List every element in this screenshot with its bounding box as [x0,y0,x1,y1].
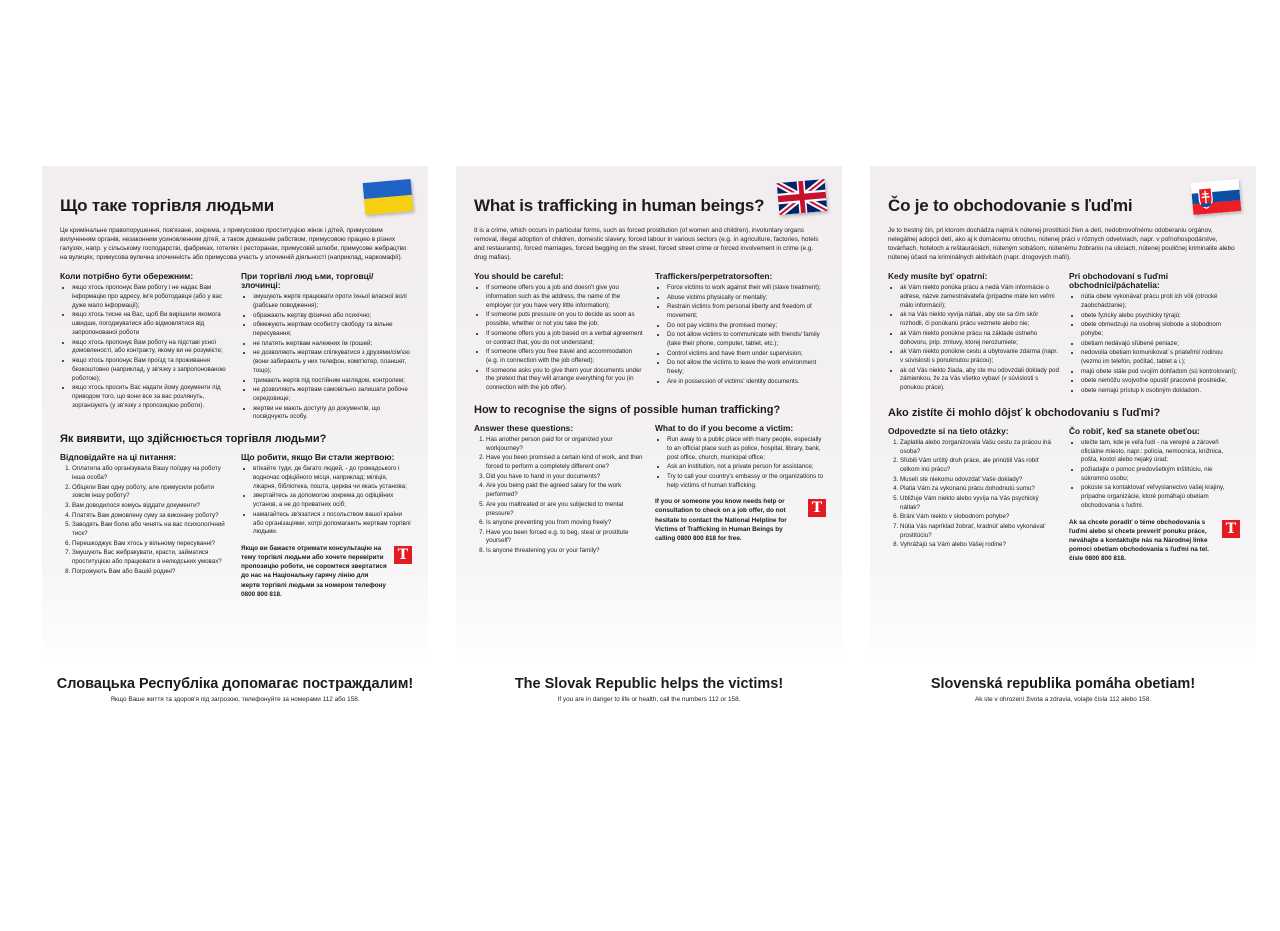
list-item: • Run away to a public place with many people, especially to an official place such as police, hospital, library, bank, post office, church, municipal office; [667,436,826,462]
uk-flag-icon [777,179,828,215]
list-item: 5. Ubližuje Vám niekto alebo vyvíja na Vás psychický nátlak? [900,495,1059,513]
footer-emergency-note: Ak ste v ohrození života a zdravia, volajte čísla 112 alebo 158. [974,696,1152,703]
list-item: 8. Vyhrážajú sa Vám alebo Vašej rodine? [900,541,1059,550]
list-item: • змушують жертв працювати проти їхньої власної волі (рабське поводження); [253,293,412,311]
signs-heading: Як виявити, що здійснюється торгівля людьми? [60,432,327,445]
list-item: • If someone asks you to give them your documents under the pretext that they will arrange everything for you (in connection with the job offer). [486,367,645,393]
list-item: • obete nemajú prístup k osobným dokladom. [1081,387,1240,396]
leaflet-panel-english [456,166,842,666]
list-item: • якщо хтось пропонує Вам проїзд та проживання безкоштовно (наприклад, у зв'язку з запропонованою роботою); [72,357,231,383]
list-item: • ak na Vás niekto vyvíja nátlak, aby ste sa čím skôr rozhodli, či ponúkanú prácu vezmete alebo nie; [900,311,1059,329]
list-item: • якщо хтось пропонує Вам роботу на підставі усної домовленості, або контракту, якому ви не розумієте; [72,339,231,357]
list-item: • ak od Vás niekto žiada, aby ste mu odovzdali doklady pod zámienkou, že za Vás všetko vybaví (v súvislosti s ponukou práce). [900,367,1059,393]
panel-intro: Це кримінальне правопорушення, пов'язане, зокрема, з примусовою проституцією жінок і дітей, примусовим вилученням органів, незаконним усиновленням дітей, а також домашнім рабством, примусовою працею в різних галузях, напр. у сільському господарстві, фабриках, готелях і ресторанах, примусовій шлюби, примусове жебрацтво на вулицях, примусова вулична злочинність або примусова участь у злочинній діяльності (наприклад, наркомафії). [60,226,407,261]
list-item: 1. Has another person paid for or organized your workjourney? [486,436,645,454]
questions-heading: Answer these questions: [474,422,574,433]
panel-intro: Je to trestný čin, pri ktorom dochádza najmä k nútenej prostitúcii žien a detí, nedobrovoľnému odoberaniu orgánov, nelegálnej adopcii detí, ako aj k domácemu otroctvu, nútenej práci v rôznych odvetviach, napr. v poľnohospodárstve, továrňach, hoteloch a reštauráciách, núteným sobášom, nútenému žobraniu na uliciach, nútenej pouličnej kriminalite alebo nútenej účasti na kriminálnych aktivitách (napr. drogových mafií). [888,226,1235,261]
list-item: • ak Vám niekto ponúkne cestu a ubytovanie zdarma (napr. v súvislosti s ponuknutou prácou); [900,348,1059,366]
list-item: • If someone offers you a job based on a verbal agreement or contract that, you do not understand; [486,330,645,348]
panel-title: Čo je to obchodovanie s ľuďmi [888,196,1133,215]
victim-heading: What to do if you become a victim: [655,422,794,433]
list-item: 3. Вам доводилося комусь віддати документи? [72,502,231,511]
list-item: • намагайтесь зв'язатися з посольством вашої країни або організаціями, котрі допомагають жертвам торгівлі людьми. [253,511,412,537]
list-item: • ak Vám niekto ponúkne prácu na základe ústneho dohovoru, prip. zmluvy, ktorej nerozumiete; [900,330,1059,348]
list-item: • Abuse victims physically or mentally; [667,294,826,303]
careful-column [888,272,1059,397]
footer-english [456,676,842,703]
list-item: • ak Vám niekto ponúka prácu a nedá Vám informácie o adrese, názve zamestnávateľa (prípadne máte len veľmi málo informácií); [900,284,1059,310]
list-item: • не платять жертвам належних їм грошей; [253,340,412,349]
list-item: • ображають жертву фізично або психічно; [253,312,412,321]
careful-heading: Коли потрібно бути обережним: [60,270,194,281]
list-item: • жертви не мають доступу до документів, що посвідчують особу. [253,405,412,423]
list-item: • Do not pay victims the promised money; [667,322,826,331]
leaflet-panel-slovak [870,166,1256,666]
footer-emergency-note: Якщо Ваше життя та здоров'я під загрозою, телефонуйте за номерами 112 або 158. [110,696,360,703]
victim-heading: Що робити, якщо Ви стали жертвою: [241,451,395,462]
list-item: 1. Zaplatila alebo zorganizovala Vašu cestu za prácou iná osoba? [900,439,1059,457]
t-logo-icon: T [808,499,826,517]
panel-intro: It is a crime, which occurs in particular forms, such as forced prostitution (of women and children), involuntary organs removal, illegal adoption of children, domestic slavery, forced labour in various sectors (e.g. in agriculture, factories, hotels and restaurants), forced marriages, forced begging on the street, forced street crime or forced involvement in crime (e.g. drug mafias). [474,226,819,261]
questions-column [60,453,231,599]
list-item: 6. Перешкоджує Вам хтось у вільному пересуванні? [72,540,231,549]
list-item: 7. Змушують Вас жебракувати, красти, займатися проституцією або працювати в нелюдських умовах? [72,549,231,567]
list-item: • pokúste sa kontaktovať veľvyslanectvo vašej krajiny, prípadne organizácie, ktoré pomáhajú obetiam obchodovania s ľuďmi. [1081,484,1240,510]
traffickers-column [1069,272,1240,397]
helpline-text: Ak sa chcete poradiť o téme obchodovania s ľuďmi alebo si chcete preveriť ponuku práce, neváhajte a kontaktujte nás na Národnej linke pomoci obetiam obchodovania s ľuďmi na tel. čísle 0800 800 818. [1069,518,1209,563]
list-item: • nútia obete vykonávať prácu proti ich vôli (otrocké zaobchádzanie); [1081,293,1240,311]
traffickers-heading: При торгівлі люд ьми, торговці/злочинці: [241,270,374,291]
list-item: • If someone offers you free travel and accommodation (e.g. in connection with the job offered); [486,348,645,366]
list-item: • utečte tam, kde je veľa ľudí - na verejné a zároveň oficiálne miesto, napr.: polícia, nemocnica, knižnica, pošta, kostol alebo nejaký úrad; [1081,439,1240,465]
list-item: • Try to call your country's embassy or the organizations to help victims of human trafficking. [667,473,826,491]
list-item: • nedovolia obetiam komunikovať s priateľmi/ rodinou (vezmú im telefón, počítač, tablet a i.); [1081,349,1240,367]
list-item: • обмежують жертвам особисту свободу та вільне пересування; [253,321,412,339]
panel-title: Що таке торгівля людьми [60,196,275,215]
list-item: • звертайтесь за допомогою зокрема до офіційних установ, а не до приватних осіб; [253,492,412,510]
list-item: 4. Platia Vám za vykonanú prácu dohodnutú sumu? [900,485,1059,494]
footer-slovak [870,676,1256,703]
list-item: 7. Nútia Vás napríklad žobrať, kradnúť alebo vykonávať prostitúciu? [900,523,1059,541]
list-item: • obete nemôžu svojvoľne opustiť pracovné prostredie; [1081,377,1240,386]
questions-column [888,427,1059,564]
list-item: 8. Is anyone threatening you or your family? [486,547,645,556]
questions-column [474,424,645,557]
list-item: • Force victims to work against their will (slave treatment); [667,284,826,293]
panel-title: What is trafficking in human beings? [474,196,765,215]
list-item: 5. Заводять Вам болю або чинять на вас психологічний тиск? [72,521,231,539]
list-item: • якщо хтось просить Вас надати йому документи під приводом того, що вони все за вас розлянуть, зорганізують (у зв'язку з пропозицією роботи). [72,384,231,410]
list-item: 2. Sľúbili Vám určitý druh práce, ale prinútili Vás robiť celkom inú prácu? [900,457,1059,475]
questions-heading: Відповідайте на ці питання: [60,451,177,462]
list-item: 8. Погрожують Вам або Вашій родині? [72,568,231,577]
list-item: 4. Are you being paid the agreed salary for the work performed? [486,482,645,500]
list-item: • втікайте туди, де багато людей, - до громадського і водночас офіційного місця, наприклад: міліція, лікарня, бібліотека, пошта, церква чи якась установа; [253,465,412,491]
list-item: • Are in possession of victims' identity documents. [667,378,826,387]
t-logo-icon: T [394,546,412,564]
traffickers-column [655,272,826,394]
helpline-text: If you or someone you know needs help or consultation to check on a job offer, do not hesitate to contact the National Helpline for Victims of Trafficking in Human Beings by calling 0800 800 818 for free. [655,498,787,542]
list-item: • тримають жертв під постійним наглядом, контролем; [253,377,412,386]
list-item: • If someone offers you a job and doesn't give you information such as the address, the name of the employer (or you have very little information); [486,284,645,310]
list-item: • obete obmedzujú na osobnej slobode a slobodnom pohybe; [1081,321,1240,339]
list-item: • Control victims and have them under supervision; [667,350,826,359]
list-item: • Do not allow the victims to leave the work environment freely; [667,359,826,377]
list-item: 5. Are you maltreated or are you subjected to mental pressure? [486,501,645,519]
traffickers-column [241,272,412,423]
footer-slogan: Slovenská republika pomáha obetiam! [930,676,1196,692]
t-logo-icon: T [1222,520,1240,538]
list-item: • якщо хтось тисне на Вас, щоб Ви вирішили якомога швидше, погоджуватися або відмовлятися від запропонованої роботи [72,311,231,337]
list-item: • якщо хтось пропонує Вам роботу і не надає Вам інформацію про адресу, ім'я роботодавця (або у вас дуже мало інформації); [72,284,231,310]
footer-slogan: The Slovak Republic helps the victims! [514,676,784,692]
list-item: 7. Have you been forced e.g. to beg, steal or prostitute yourself? [486,529,645,547]
list-item: • obetiam nedávajú sľúbené peniaze; [1081,340,1240,349]
careful-column [60,272,231,423]
ukraine-flag-icon [363,179,414,215]
traffickers-heading: Pri obchodovaní s ľuďmi obchodníci/páchatelia: [1069,270,1169,291]
list-item: 4. Платять Вам домовлену суму за виконану роботу? [72,512,231,521]
victim-column [655,424,826,557]
list-item: 6. Is anyone preventing you from moving freely? [486,519,645,528]
victim-column [1069,427,1240,564]
victim-column [241,453,412,599]
signs-heading: Ako zistíte či mohlo dôjsť k obchodovaniu s ľuďmi? [888,406,1161,419]
slovakia-flag-icon [1191,179,1242,215]
list-item: • не дозволяють жертвам спілкуватися з друзями/сім'єю (вони забирають у них телефон, комп'ютер, планшет, тощо); [253,349,412,375]
list-item: 2. Have you been promised a certain kind of work, and then forced to perform a completely different one? [486,454,645,472]
list-item: • majú obete stále pod svojím dohľadom (sú kontrolovaní); [1081,368,1240,377]
victim-heading: Čo robiť, keď sa stanete obeťou: [1069,425,1200,436]
careful-heading: You should be careful: [474,270,564,281]
list-item: 6. Bráni Vám niekto v slobodnom pohybe? [900,513,1059,522]
list-item: • obete fyzicky alebo psychicky týrajú; [1081,312,1240,321]
list-item: 3. Did you have to hand in your documents? [486,473,645,482]
list-item: • Restrain victims from personal liberty and freedom of movement; [667,303,826,321]
list-item: 2. Обіцяли Вам одну роботу, але примусили робити зовсім іншу роботу? [72,484,231,502]
careful-heading: Kedy musíte byť opatrní: [888,270,988,281]
list-item: 1. Оплатила або організувала Вашу поїздку на роботу інша особа? [72,465,231,483]
signs-heading: How to recognise the signs of possible human trafficking? [474,403,781,416]
footer-slogan: Словацька Республіка допомагає постраждалим! [56,676,414,692]
traffickers-heading: Traffickers/perpetratorsoften: [655,270,773,281]
list-item: • Do not allow victims to communicate with friends/ family (take their phone, computer, tablet, etc.); [667,331,826,349]
footer-ukrainian [42,676,428,703]
list-item: 3. Museli ste niekomu odovzdať Vaše doklady? [900,476,1059,485]
list-item: • požiadajte o pomoc predovšetkým inštitúciu, nie súkromnú osobu; [1081,466,1240,484]
careful-column [474,272,645,394]
list-item: • не дозволяють жертвам самовільно залишати робоче середовище; [253,386,412,404]
list-item: • If someone puts pressure on you to decide as soon as possible, whether or not you take the job; [486,311,645,329]
questions-heading: Odpovedzte si na tieto otázky: [888,425,1009,436]
footer-emergency-note: If you are in danger to life or health, call the numbers 112 or 158. [557,696,741,703]
helpline-text: Якщо ви бажаєте отримати консультацію на тему торгівлі людьми або хочете перевірити пропозицію роботи, не соромтеся звертатися до нас на Національну гарячу лінію для жертв торгівлі людьми за номером телефону 0800 800 818. [241,545,387,598]
leaflet-panel-ukrainian [42,166,428,666]
list-item: • Ask an institution, not a private person for assistance; [667,463,826,472]
